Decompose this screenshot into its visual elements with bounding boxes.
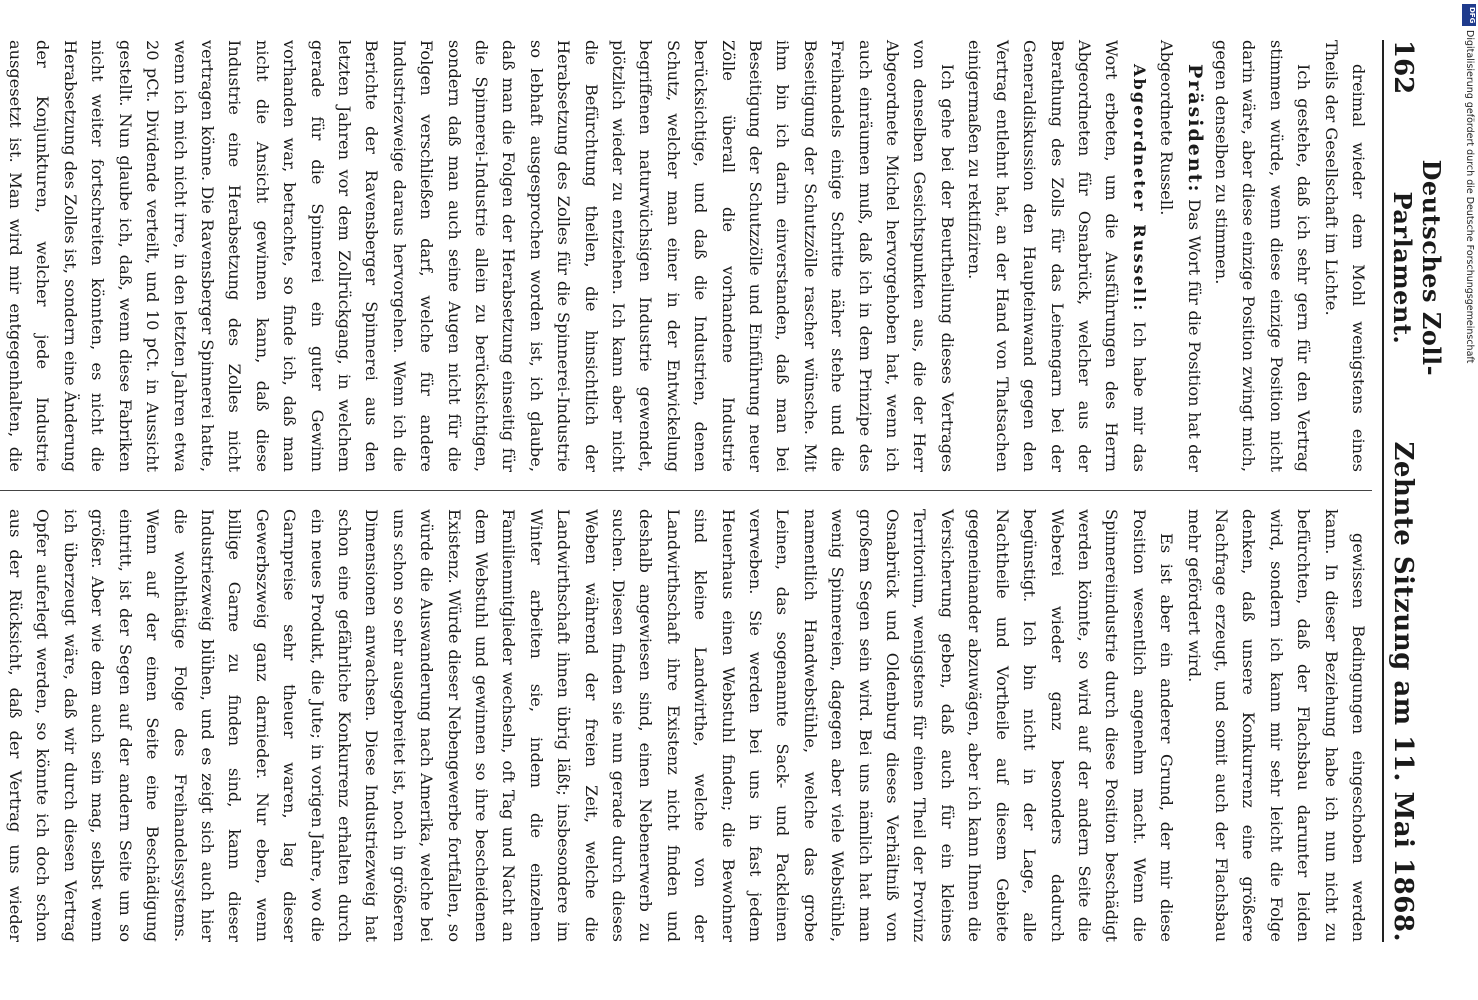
paragraph-text: Ich gehe bei der Beurtheilung dieses Vertrages von denselben Gesichtspunkten aus, die der Herr Abgeordnete Michel hervorgehoben hat, wenn ich auch einräumen muß, daß ich in dem Prinzipe des Freihandels einige Schritte näher stehe und die Beseitigung der Schutzzölle rascher wünsche. Mit ihm bin ich darin einverstanden, daß man bei Beseitigung der Schutzzölle und Einführung neuer Zölle überall die vorhandene Industrie berücksichtige, und daß die Industrien, denen Schutz, welcher man einer in der Entwickelung begriffenen naturwüchsigen Industrie gewendet, plötzlich wieder zu entziehen. Ich kann aber nicht die Befürchtung theilen, die hinsichtlich der Herabsetzung des Zolles für die Spinnerei-Industrie so lebhaft ausgesprochen worden ist, ich glaube, daß man die Folgen der Herabsetzung einseitig für die Spinnerei-Industrie allein zu berücksichtigen, sondern daß man auch seine Augen nicht für die Folgen verschließen darf, welche für andere Industriezweige daraus hervorgehen. Wenn ich die Berichte der Ravensberger Spinnerei aus den letzten Jahren vor dem Zollrückgang, in welchem gerade für die Spinnerei ein guter Gewinn vorhanden war, betrachte, so finde ich, daß man nicht die Ansicht gewinnen kann, daß diese Industrie eine Herabsetzung des Zolles nicht vertragen könne. Die Ravensberger Spinnerei hatte, wenn ich mich nicht irre, in den letzten Jahren etwa 20 pCt. Dividende verteilt, und 10 pCt. in Aussicht gestellt. Nun glaube ich, daß, wenn diese Fabriken nicht weiter fortschreiten könnten, es nicht die Herabsetzung des Zolles ist, sondern eine Änderung der Konjunkturen, welcher jede Industrie ausgesetzt ist. Man wird mir entgegenhalten, die (6, 40, 957, 472)
speaker-name: Abgeordneter Russell: (1129, 64, 1149, 313)
paragraph-text: Ich gestehe, daß ich sehr gern für den Vertrag stimmen würde, wenn diese einzige Position nicht darin wäre, aber diese einzige Position zwingt mich, gegen denselben zu stimmen. (1211, 40, 1314, 472)
text-columns (0, 40, 1372, 942)
left-column (0, 40, 1372, 491)
page-number: 162 (1388, 40, 1418, 95)
session-title: Zehnte Sitzung am 11. Mai 1868. (1388, 441, 1418, 942)
speaker-name: Präsident: (1183, 64, 1206, 194)
paragraph-text: gewissen Bedingungen eingeschoben werden kann. In dieser Beziehung habe ich nun nicht zu befürchten, daß der Flachsbau darunter leiden wird, sondern ich kann mir sehr leicht die Folge denken, daß unsere Konkurrenz eine größere Nachfrage erzeugt, und somit auch der Flachsbau mehr gefördert wird. (1184, 509, 1368, 942)
speech-paragraph (961, 40, 1153, 472)
running-head (1382, 40, 1446, 942)
text-paragraph (1208, 40, 1318, 472)
speech-paragraph (1153, 40, 1208, 472)
scanned-page (6, 0, 1460, 1000)
dfg-logo: DFG (1462, 4, 1476, 26)
text-paragraph (0, 40, 961, 472)
right-column (0, 491, 1372, 942)
paragraph-text: Es ist aber ein anderer Grund, der mir diese Position wesentlich angenehm macht. Wenn die Spinnereiindustrie durch diese Position beschädigt werden könnte, so wird auf der andern Seite die Weberei wieder ganz besonders dadurch begünstigt. Ich bin nicht in der Lage, alle Nachtheile und Vortheile auf diesem Gebiete gegeneinander abzuwägen, aber ich kann Ihnen die Versicherung geben, daß auch für ein kleines Territorium, wenigstens für einen Theil der Provinz Osnabrück und Oldenburg dieses Verhältniß von großem Segen sein wird. Bei uns nämlich hat man wenig Spinnereien, dagegen aber viele Webstühle, namentlich Handwebstühle, welche das grobe Leinen, das sogenannte Sack- und Packleinen verweben. Sie werden bei uns in fast jedem Heuerhaus einen Webstuhl finden; die Bewohner sind kleine Landwirthe, welche von der Landwirthschaft ihre Existenz nicht finden und deshalb angewiesen sind, einen Nebenerwerb zu suchen. Diesen finden sie nun gerade durch dieses Weben während der freien Zeit, welche die Landwirthschaft ihnen übrig läßt; insbesondere im Winter arbeiten sie, indem die einzelnen Familienmitglieder wechseln, oft Tag und Nacht an dem Webstuhl und gewinnen so ihre bescheidenen Existenz. Würde dieser Nebengewerbe fortfallen, so würde die Auswanderung nach Amerika, welche bei uns schon so sehr ausgebreitet ist, noch in größeren Dimensionen anwachsen. Diese Industriezweig hat schon eine gefährliche Konkurrenz erhalten durch ein neues Produkt, die Jute; in vorigen Jahre, wo die Garnpreise sehr theuer waren, lag dieser Gewerbszweig ganz darnieder. Nur eben, wenn billige Garne zu finden sind, kann dieser Industriezweig blühen, und es zeigt sich auch hier die wohlthätige Folge des Freihandelssystems. Wenn auf der einen Seite eine Beschädigung eintritt, ist der Segen auf der andern Seite um so größer. Aber wie dem auch sein mag, selbst wenn ich überzeugt wäre, daß wir durch diesen Vertrag Opfer auferlegt werden, so könnte ich doch schon aus der Rücksicht, daß der Vertrag uns wieder (6, 509, 1177, 942)
paragraph-text: dreimal wieder dem Mohl wenigstens eines Theils der Gesellschaft im Lichte. (1321, 40, 1368, 472)
paragraph-text: Das Wort für die Position hat der Abgeordnete Russell. (1157, 40, 1204, 472)
text-paragraph (1180, 509, 1372, 942)
text-paragraph (1317, 40, 1372, 472)
text-paragraph (0, 509, 1180, 942)
publication-title: Deutsches Zoll-Parlament. (1388, 159, 1446, 377)
digitization-credit: Digitalisierung gefördert durch die Deutsche Forschungsgemeinschaft (1464, 30, 1475, 364)
paragraph-text: Ich habe mir das Wort erbeten, um die Ausführungen des Herrn Abgeordneten für Osnabrück, welcher aus der Berathung des Zolls für das Leinengarn bei der Generaldiskussion den Haupteinwand gegen den Vertrag entlehnt hat, an der Hand von Thatsachen einigermaßen zu rektifiziren. (965, 40, 1149, 472)
